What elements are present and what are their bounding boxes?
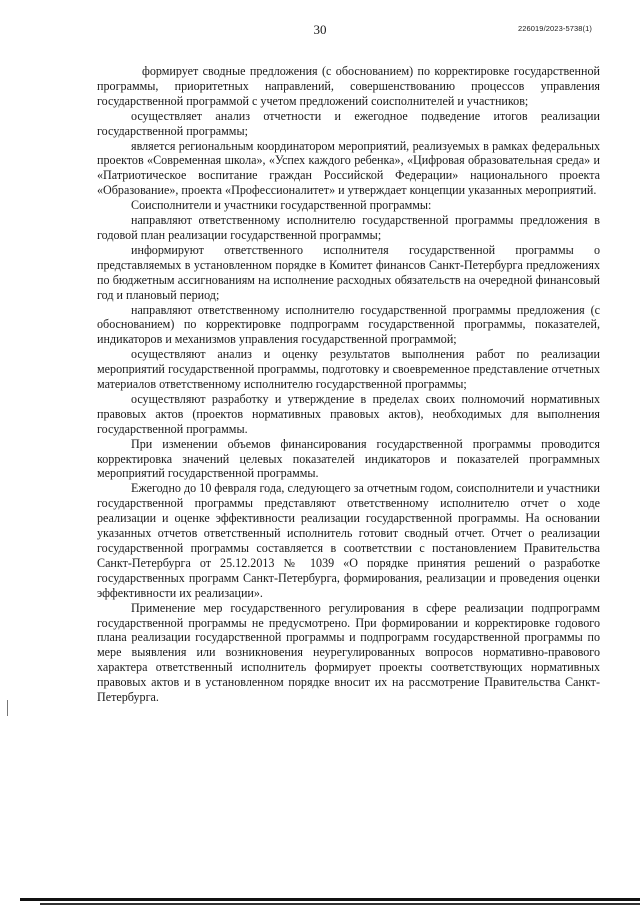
paragraph: является региональным координатором мероприятий, реализуемых в рамках федеральных проектов «Современная школа», «Успех каждого ребенка», «Цифровая образовательная среда» и «Патриотическое воспитание граждан Российской Федерации» национального проекта «Образование», проекта «Профессионалитет» и утверждает концепции указанных мероприятий. (97, 138, 600, 198)
paragraph: При изменении объемов финансирования государственной программы проводится корректировка значений целевых показателей индикаторов и показателей программных мероприятий государственной программы. (97, 436, 600, 481)
paragraph: Соисполнители и участники государственной программы: (131, 198, 432, 213)
paragraph: Применение мер государственного регулирования в сфере реализации подпрограмм государственной программы не предусмотрено. При формировании и корректировке годового плана реализации государственной программы и подпрограмм государственной программы по мере выявления или возникновения неурегулированных вопросов нормативно-правового характера ответственный исполнитель формирует проекты соответствующих нормативных правовых актов и в установленном порядке вносит их на рассмотрение Правительства Санкт-Петербурга. (97, 600, 600, 705)
page-number: 30 (313, 22, 327, 37)
scan-artifact-mark (7, 700, 8, 716)
paragraph: направляют ответственному исполнителю государственной программы предложения в годовой план реализации государственной программы; (97, 213, 600, 242)
paragraph: формирует сводные предложения (с обоснованием) по корректировке государственной программы, приоритетных направлений, совершенствованию процессов управления государственной программой с учетом предложений соисполнителей и участников; (97, 64, 600, 108)
scan-bottom-edge (20, 898, 640, 901)
paragraph: осуществляют разработку и утверждение в пределах своих полномочий нормативных правовых актов (проектов нормативных правовых актов), необходимых для выполнения государственной программы. (97, 391, 600, 436)
paragraph: осуществляет анализ отчетности и ежегодное подведение итогов реализации государственной программы; (97, 108, 600, 138)
paragraph: информируют ответственного исполнителя государственной программы о представляемых в установленном порядке в Комитет финансов Санкт-Петербурга предложениях по бюджетным ассигнованиям на исполнение расходных обязательств на очередной финансовый год и плановый период; (97, 242, 600, 302)
paragraph: осуществляют анализ и оценку результатов выполнения работ по реализации мероприятий государственной программы, подготовку и своевременное представление отчетных материалов ответственному исполнителю государственной программы; (97, 347, 600, 392)
paragraph: Ежегодно до 10 февраля года, следующего за отчетным годом, соисполнители и участники государственной программы представляют ответственному исполнителю отчет о ходе реализации и оценке эффективности реализации государственной программы. На основании указанных отчетов ответственный исполнитель готовит сводный отчет. Отчет о реализации государственной программы составляется в соответствии с постановлением Правительства Санкт-Петербурга от 25.12.2013 № 1039 «О порядке принятия решений о разработке государственных программ Санкт-Петербурга, формирования, реализации и проведения оценки эффективности их реализации». (97, 481, 600, 600)
document-body (97, 64, 600, 705)
document-id: 226019/2023-5738(1) (517, 24, 592, 33)
paragraph: направляют ответственному исполнителю государственной программы предложения (с обоснованием) по корректировке подпрограмм государственной программы, показателей, индикаторов и механизмов управления государственной программой; (97, 302, 600, 347)
